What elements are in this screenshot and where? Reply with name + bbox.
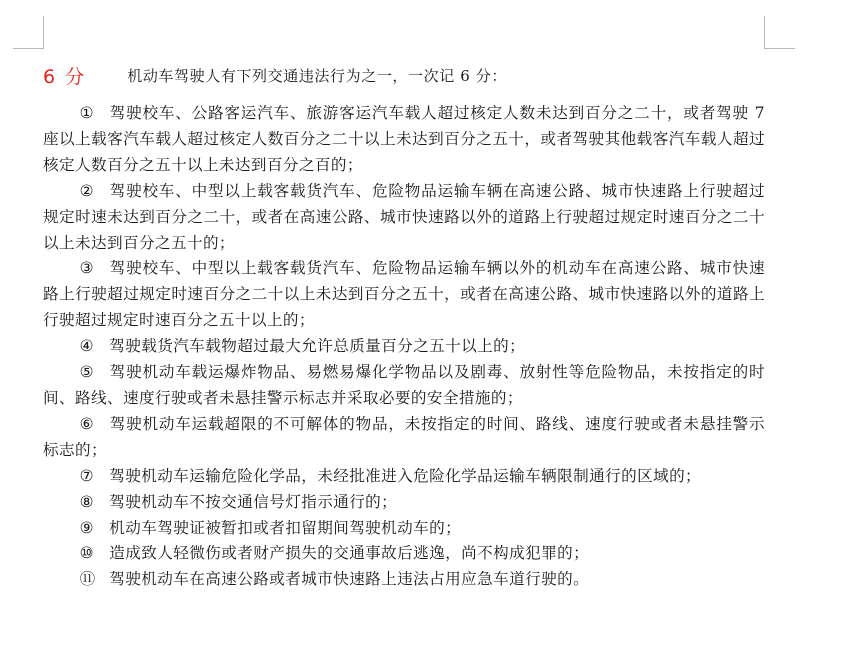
list-item [43,490,765,516]
section-intro: 机动车驾驶人有下列交通违法行为之一，一次记 6 分： [127,67,507,85]
item-number: ⑨ [79,518,95,537]
item-text: 机动车驾驶证被暂扣或者扣留期间驾驶机动车的； [109,518,462,537]
list-item [43,567,765,593]
item-number: ⑧ [79,492,95,511]
crop-mark-top-left-horizontal [13,48,44,49]
crop-mark-top-right-vertical [764,16,765,48]
list-item [43,464,765,490]
item-number: ⑩ [79,544,95,563]
item-number: ⑤ [79,363,95,382]
item-number: ④ [79,337,95,356]
item-text: 造成致人轻微伤或者财产损失的交通事故后逃逸，尚不构成犯罪的； [109,544,590,563]
crop-mark-top-right-horizontal [764,48,795,49]
item-text: 驾驶机动车运输危险化学品，未经批准进入危险化学品运输车辆限制通行的区域的； [109,466,702,485]
section-heading [43,62,507,89]
item-number: ③ [79,259,95,278]
item-text: 驾驶校车、中型以上载客载货汽车、危险物品运输车辆在高速公路、城市快速路上行驶超过规定时速未达到百分之二十，或者在高速公路、城市快速路以外的道路上行驶超过规定时速百分之二十以上未达到百分之五十的； [43,181,765,252]
list-item [43,360,765,412]
item-text: 驾驶机动车运载超限的不可解体的物品，未按指定的时间、路线、速度行驶或者未悬挂警示标志的； [43,414,765,459]
item-text: 驾驶校车、公路客运汽车、旅游客运汽车载人超过核定人数未达到百分之二十，或者驾驶 7 座以上载客汽车载人超过核定人数百分之二十以上未达到百分之五十，或者驾驶其他载客汽车载人超过核定人数百分之五十以上未达到百分之百的； [43,104,765,174]
item-number: ① [79,104,95,122]
item-text: 驾驶机动车载运爆炸物品、易燃易爆化学物品以及剧毒、放射性等危险物品，未按指定的时间、路线、速度行驶或者未悬挂警示标志并采取必要的安全措施的； [43,363,765,407]
points-label: 6 分 [43,66,87,88]
list-item [43,334,765,360]
item-number: ⑪ [79,570,96,589]
crop-mark-top-left-vertical [43,16,44,48]
item-text: 驾驶机动车在高速公路或者城市快速路上违法占用应急车道行驶的。 [109,570,590,589]
item-number: ⑦ [79,466,95,485]
item-text: 驾驶校车、中型以上载客载货汽车、危险物品运输车辆以外的机动车在高速公路、城市快速路上行驶超过规定时速百分之二十以上未达到百分之五十，或者在高速公路、城市快速路以外的道路上行驶超过规定时速百分之五十以上的； [43,259,765,330]
item-text: 驾驶载货汽车载物超过最大允许总质量百分之五十以上的； [109,337,526,356]
list-item [43,412,765,464]
list-item [43,101,765,179]
list-item [43,541,765,567]
violation-list [43,101,765,593]
item-number: ⑥ [79,414,95,433]
list-item [43,179,765,257]
list-item [43,256,765,334]
list-item [43,516,765,542]
item-text: 驾驶机动车不按交通信号灯指示通行的； [109,492,398,511]
item-number: ② [79,181,95,200]
